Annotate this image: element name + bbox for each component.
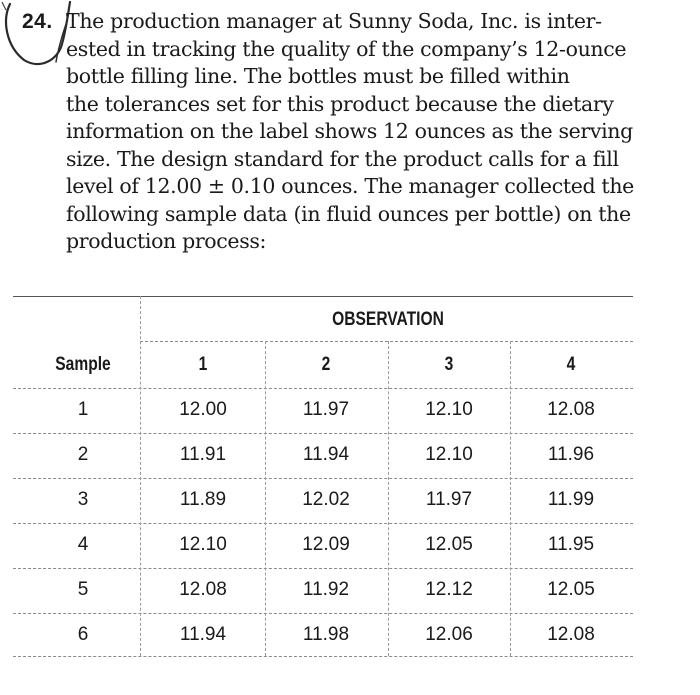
- observation-value-cell: 12.05: [547, 579, 595, 600]
- observation-value-cell: 12.10: [425, 444, 473, 465]
- table-rule: [13, 613, 633, 614]
- group-header: OBSERVATION: [332, 309, 444, 330]
- problem-line: ested in tracking the quality of the company’s 12-ounce: [66, 36, 627, 61]
- problem-line: production process:: [66, 229, 267, 253]
- table-rule: [13, 296, 633, 297]
- table-divider: [265, 341, 266, 656]
- observation-value-cell: 12.02: [302, 489, 350, 510]
- table-rule: [13, 478, 633, 479]
- sample-number-cell: 3: [77, 489, 89, 510]
- observation-value-cell: 11.92: [302, 579, 350, 600]
- observation-column-header: 2: [321, 354, 331, 375]
- observation-value-cell: 11.94: [179, 624, 227, 645]
- observation-value-cell: 12.10: [179, 534, 227, 555]
- observation-value-cell: 11.91: [179, 444, 227, 465]
- sample-number-cell: 5: [77, 579, 89, 600]
- observation-value-cell: 11.94: [302, 444, 350, 465]
- sample-number-cell: 4: [77, 534, 89, 555]
- problem-line: level of 12.00 ± 0.10 ounces. The manager collected the: [66, 174, 634, 198]
- observation-value-cell: 11.97: [302, 399, 350, 420]
- table-rule: [13, 388, 633, 389]
- problem-number: 24.: [22, 10, 53, 33]
- sample-column-header: Sample: [55, 354, 111, 375]
- table-rule: [13, 433, 633, 434]
- observation-value-cell: 12.12: [425, 579, 473, 600]
- observation-value-cell: 11.99: [547, 489, 595, 510]
- problem-line: following sample data (in fluid ounces per bottle) on the: [66, 201, 631, 226]
- sample-number-cell: 2: [77, 444, 89, 465]
- observation-value-cell: 12.10: [425, 399, 473, 420]
- problem-line: bottle filling line. The bottles must be filled within: [66, 64, 570, 88]
- observation-column-header: 1: [198, 354, 208, 375]
- problem-line: The production manager at Sunny Soda, Inc. is inter-: [66, 9, 602, 33]
- table-rule: [140, 341, 633, 342]
- problem-line: size. The design standard for the product calls for a fill: [66, 146, 619, 171]
- observation-value-cell: 11.89: [179, 489, 227, 510]
- observation-value-cell: 12.09: [302, 534, 350, 555]
- observation-value-cell: 12.05: [425, 534, 473, 555]
- observation-value-cell: 11.96: [547, 444, 595, 465]
- table-divider: [388, 341, 389, 656]
- observation-value-cell: 12.08: [547, 399, 595, 420]
- problem-statement: [66, 8, 691, 256]
- problem-line: information on the label shows 12 ounces as the serving: [66, 119, 633, 143]
- observation-value-cell: 12.08: [547, 624, 595, 645]
- table-rule: [13, 523, 633, 524]
- table-rule: [13, 656, 633, 657]
- sample-number-cell: 6: [77, 624, 89, 645]
- sample-number-cell: 1: [77, 399, 89, 420]
- observation-value-cell: 11.98: [302, 624, 350, 645]
- observation-value-cell: 11.95: [547, 534, 595, 555]
- table-divider: [140, 296, 141, 656]
- observation-value-cell: 12.08: [179, 579, 227, 600]
- table-rule: [13, 568, 633, 569]
- observation-column-header: 4: [566, 354, 576, 375]
- observation-value-cell: 11.97: [425, 489, 473, 510]
- table-divider: [510, 341, 511, 656]
- observation-column-header: 3: [444, 354, 454, 375]
- observation-value-cell: 12.06: [425, 624, 473, 645]
- problem-line: the tolerances set for this product because the dietary: [66, 91, 614, 116]
- observation-value-cell: 12.00: [179, 399, 227, 420]
